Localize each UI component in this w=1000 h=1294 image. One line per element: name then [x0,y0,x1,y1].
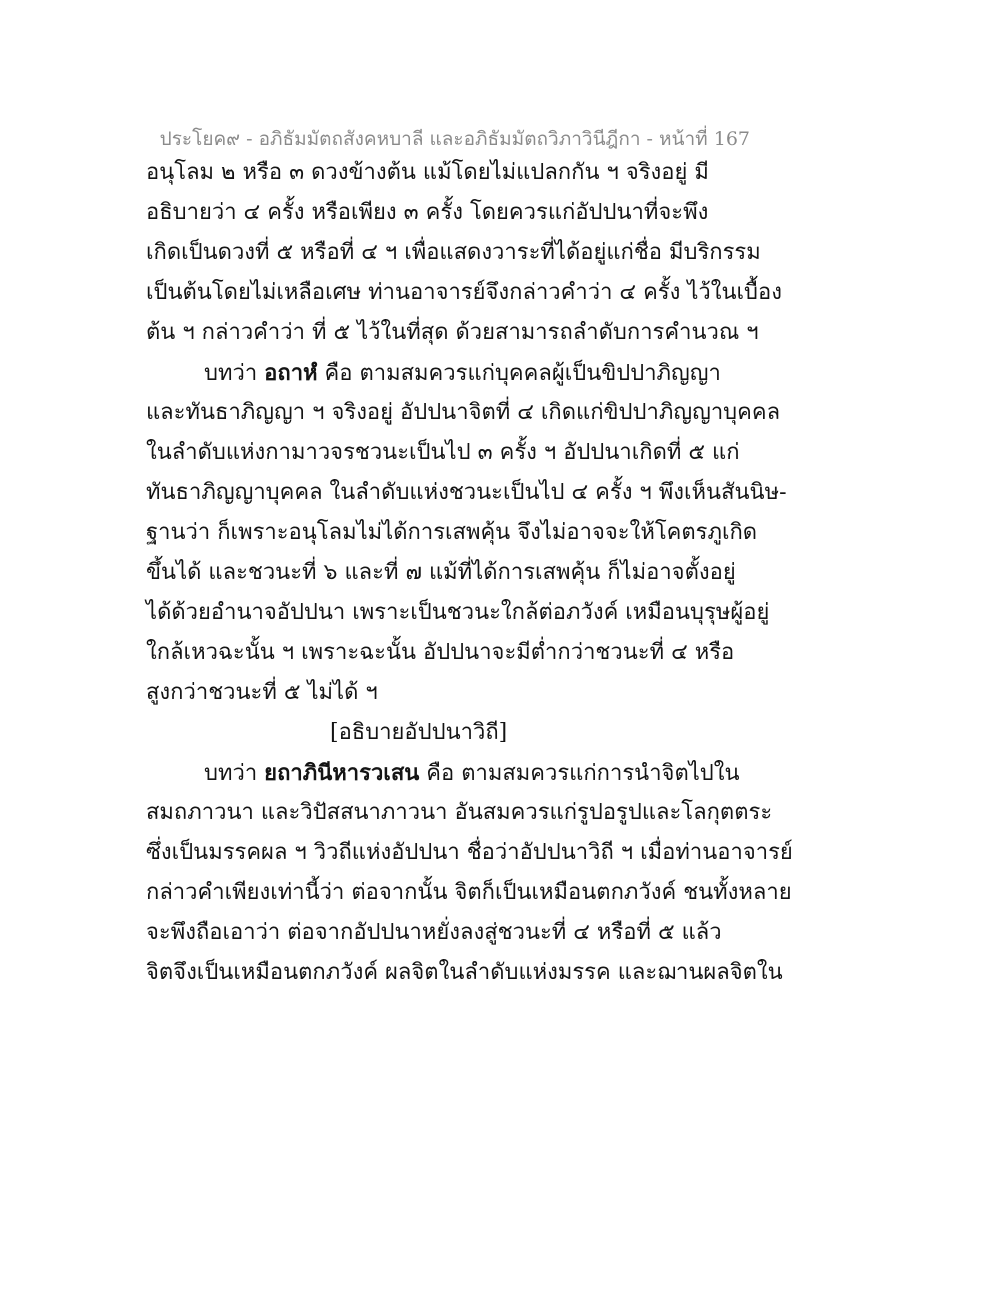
text-line-5: ต้น ฯ กล่าวคำว่า ที่ ๕ ไว้ในที่สุด ด้วยสามารถลำดับการคำนวณ ฯ [146,320,759,345]
bold-term-athaham: อถาหํ [264,360,318,386]
page-header: ประโยค๙ - อภิธัมมัตถสังคหบาลี และอภิธัมมัตถวิภาวินีฎีกา - หน้าที่ 167 [159,128,750,150]
text-line-17: ซึ่งเป็นมรรคผล ฯ วิวถีแห่งอัปปนา ชื่อว่าอัปปนาวิถี ฯ เมื่อท่านอาจารย์ [146,840,793,865]
text-line-18: กล่าวคำเพียงเท่านี้ว่า ต่อจากนั้น จิตก็เป็นเหมือนตกภวังค์ ชนทั้งหลาย [146,880,792,905]
text-line-16: สมถภาวนา และวิปัสสนาภาวนา อันสมควรแก่รูปอรูปและโลกุตตระ [146,800,773,825]
text-line-3: เกิดเป็นดวงที่ ๕ หรือที่ ๔ ฯ เพื่อแสดงวาระที่ได้อยู่แก่ชื่อ มีบริกรรม [146,240,761,265]
text-line-20: จิตจึงเป็นเหมือนตกภวังค์ ผลจิตในลำดับแห่งมรรค และฌานผลจิตใน [146,960,783,985]
text-line-7: และทันธาภิญญา ฯ จริงอยู่ อัปปนาจิตที่ ๔ เกิดแก่ขิปปาภิญญาบุคคล [146,400,781,425]
text-line-9: ทันธาภิญญาบุคคล ในลำดับแห่งชวนะเป็นไป ๔ ครั้ง ฯ พึงเห็นสันนิษ- [146,480,787,505]
text-line-1: อนุโลม ๒ หรือ ๓ ดวงข้างต้น แม้โดยไม่แปลกกัน ฯ จริงอยู่ มี [146,160,709,185]
text-line-2: อธิบายว่า ๔ ครั้ง หรือเพียง ๓ ครั้ง โดยควรแก่อัปปนาที่จะพึง [146,200,709,225]
text-line-8: ในลำดับแห่งกามาวจรชวนะเป็นไป ๓ ครั้ง ฯ อัปปนาเกิดที่ ๕ แก่ [146,440,740,465]
text-line-19: จะพึงถือเอาว่า ต่อจากอัปปนาหยั่งลงสู่ชวนะที่ ๔ หรือที่ ๕ แล้ว [146,920,722,945]
text-line-11: ขึ้นได้ และชวนะที่ ๖ และที่ ๗ แม้ที่ได้การเสพคุ้น ก็ไม่อาจตั้งอยู่ [146,560,736,585]
text-line-14: สูงกว่าชวนะที่ ๕ ไม่ได้ ฯ [146,680,378,705]
text-line-6-post: คือ ตามสมควรแก่บุคคลผู้เป็นขิปปาภิญญา [317,361,721,386]
text-line-12: ได้ด้วยอำนาจอัปปนา เพราะเป็นชวนะใกล้ต่อภวังค์ เหมือนบุรุษผู้อยู่ [146,600,770,625]
text-line-6-pre: บทว่า [204,361,265,386]
text-line-4: เป็นต้นโดยไม่เหลือเศษ ท่านอาจารย์จึงกล่าวคำว่า ๔ ครั้ง ไว้ในเบื้อง [146,280,782,305]
text-line-13: ใกล้เหวฉะนั้น ฯ เพราะฉะนั้น อัปปนาจะมีต่ำกว่าชวนะที่ ๔ หรือ [146,640,735,665]
text-line-15 [204,758,740,789]
text-line-6 [204,358,721,389]
section-subheading: [อธิบายอัปปนาวิถี] [330,720,508,745]
bold-term-yathabhinihara: ยถาภินีหารวเสน [264,760,420,786]
text-line-10: ฐานว่า ก็เพราะอนุโลมไม่ได้การเสพคุ้น จึงไม่อาจจะให้โคตรภูเกิด [146,520,758,545]
text-line-15-pre: บทว่า [204,761,265,786]
text-line-15-post: คือ ตามสมควรแก่การนำจิตไปใน [419,761,740,786]
